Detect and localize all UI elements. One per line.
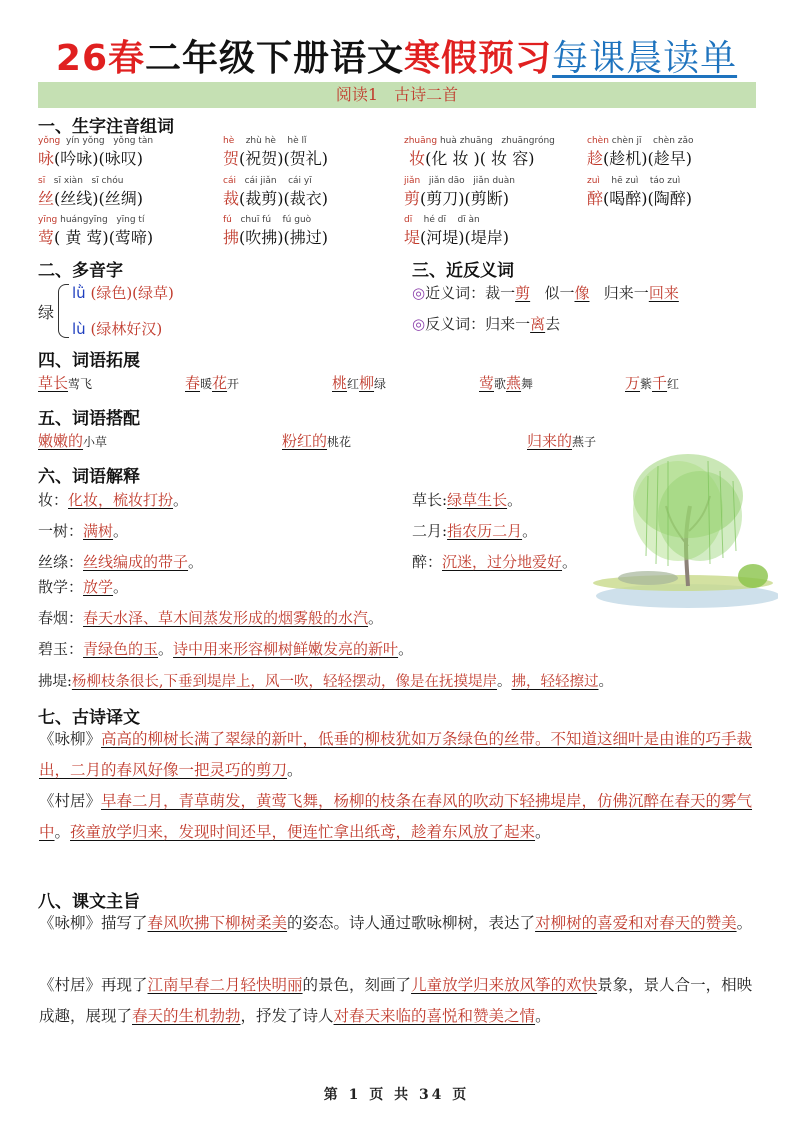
vocab-item (223, 176, 413, 214)
vocab-item (38, 176, 228, 214)
theme-yongliu: 《咏柳》描写了春风吹拂下柳树柔美的姿态。诗人通过歌咏柳树，表达了对柳树的喜爱和对春天的赞美。 (39, 914, 753, 932)
translation-yongliu: 《咏柳》高高的柳树长满了翠绿的新叶，低垂的柳枝犹如万条绿色的丝带。不知道这细叶是由谁的巧手裁出，二月的春风好像一把灵巧的剪刀。 (39, 730, 753, 779)
definition-row: 二月:指农历二月。 (412, 522, 538, 540)
antonyms-line: ◎反义词：归来一离去 (412, 315, 561, 333)
section-heading-4: 四、词语拓展 (38, 351, 140, 371)
title-part-grade: 二年级下册语文 (145, 38, 405, 79)
pinyin: dī hé dī dī àn (404, 215, 480, 225)
pinyin: sī sī xiàn sī chóu (38, 176, 124, 186)
theme-cunju: 《村居》再现了江南早春二月轻快明丽的景色，刻画了儿童放学归来放风筝的欢快景象，景人合一，相映成趣，展现了春天的生机勃勃，抒发了诗人对春天来临的喜悦和赞美之情。 (39, 976, 753, 1025)
pinyin: jiǎn jiǎn dāo jiǎn duàn (404, 176, 515, 186)
collocation-item: 粉红的桃花 (282, 432, 352, 450)
vocab-item (404, 215, 594, 253)
pinyin: hè zhù hè hè lǐ (223, 136, 307, 146)
section-heading-3: 三、近反义词 (412, 261, 514, 281)
collocation-item: 归来的燕子 (527, 432, 597, 450)
circle-mark-icon: ◎ (412, 315, 426, 333)
section-heading-5: 五、词语搭配 (38, 409, 140, 429)
expansion-item: 桃红柳绿 (332, 374, 387, 392)
definition-row: 拂堤:杨柳枝条很长,下垂到堤岸上，风一吹，轻轻摆动，像是在抚摸堤岸。拂，轻轻擦过。 (38, 674, 613, 690)
polyphone-reading-1: lǜ (绿色)(绿草) (72, 284, 174, 302)
section-heading-2: 二、多音字 (38, 261, 123, 281)
vocab-words: 裁(裁剪)(裁衣) (223, 189, 329, 208)
vocab-words: 趁(趁机)(趁早) (587, 149, 693, 168)
pinyin: cái cái jiǎn cái yī (223, 176, 312, 186)
section-heading-8: 八、课文主旨 (38, 892, 140, 912)
definition-row: 醉：沉迷，过分地爱好。 (412, 553, 578, 571)
page-title (0, 30, 793, 81)
pinyin: chèn chèn jī chèn zǎo (587, 136, 694, 146)
vocab-words: 剪(剪刀)(剪断) (404, 189, 510, 208)
expansion-item: 草长莺飞 (38, 374, 93, 392)
vocab-words: 拂(吹拂)(拂过) (223, 228, 329, 247)
pinyin: yīng huángyīng yīng tí (38, 215, 145, 225)
polyphone-char: 绿 (38, 303, 55, 322)
vocab-words: 贺(祝贺)(贺礼) (223, 149, 329, 168)
vocab-item (404, 176, 594, 214)
expansion-item: 莺歌燕舞 (479, 374, 534, 392)
vocab-item (38, 136, 228, 174)
expansion-item: 春暖花开 (185, 374, 240, 392)
title-part-year: 26春 (55, 38, 146, 79)
vocab-item (404, 136, 594, 174)
title-part-preview: 寒假预习 (404, 38, 553, 79)
definition-row: 丝绦：丝线编成的带子。 (38, 553, 204, 571)
section-heading-7: 七、古诗译文 (38, 708, 140, 728)
definition-row: 妆：化妆，梳妆打扮。 (38, 491, 189, 509)
pinyin: zuì hē zuì táo zuì (587, 176, 681, 186)
pinyin: fú chuī fú fú guò (223, 215, 312, 225)
lesson-banner: 阅读1 古诗二首 (38, 82, 756, 108)
title-part-reading: 每课晨读单 (552, 38, 738, 79)
willow-tree-illustration (588, 436, 778, 611)
definition-row: 碧玉：青绿色的玉。诗中用来形容柳树鲜嫩发亮的新叶。 (38, 640, 414, 658)
vocab-item (223, 215, 413, 253)
vocab-item (38, 215, 228, 253)
polyphone-reading-2: lù (绿林好汉) (72, 320, 163, 338)
vocab-words: 丝(丝线)(丝绸) (38, 189, 144, 208)
definition-row: 春烟：春天水泽、草木间蒸发形成的烟雾般的水汽。 (38, 609, 384, 627)
vocab-words: 醉(喝醉)(陶醉) (587, 189, 693, 208)
definition-row: 一树：满树。 (38, 522, 129, 540)
collocation-item: 嫩嫩的小草 (38, 432, 108, 450)
vocab-words: 咏(吟咏)(咏叹) (38, 149, 144, 168)
translation-cunju: 《村居》早春二月，青草萌发，黄莺飞舞，杨柳的枝条在春风的吹动下轻拂堤岸，仿佛沉醉在春天的雾气中。孩童放学归来，发现时间还早，便连忙拿出纸鸢，趁着东风放了起来。 (39, 792, 753, 841)
pinyin: yǒng yín yǒng yǒng tàn (38, 136, 154, 146)
vocab-item (587, 176, 777, 214)
expansion-item: 万紫千红 (625, 374, 680, 392)
vocab-words: 妆(化 妆 )( 妆 容) (409, 149, 535, 168)
definition-row: 散学：放学。 (38, 578, 129, 596)
synonyms-line: ◎近义词：裁一剪 似一像 归来一回来 (412, 284, 679, 302)
page-number: 第 1 页 共 34 页 (323, 1087, 470, 1103)
vocab-words: 莺( 黄 莺)(莺啼) (38, 228, 154, 247)
brace-icon (58, 284, 69, 338)
section-heading-6: 六、词语解释 (38, 467, 140, 487)
vocab-item (223, 136, 413, 174)
definition-row: 草长:绿草生长。 (412, 491, 523, 509)
section-heading-1: 一、生字注音组词 (38, 117, 174, 137)
circle-mark-icon: ◎ (412, 284, 426, 302)
pinyin: zhuāng huà zhuāng zhuāngróng (404, 136, 555, 146)
vocab-item (587, 136, 777, 174)
vocab-words: 堤(河堤)(堤岸) (404, 228, 510, 247)
